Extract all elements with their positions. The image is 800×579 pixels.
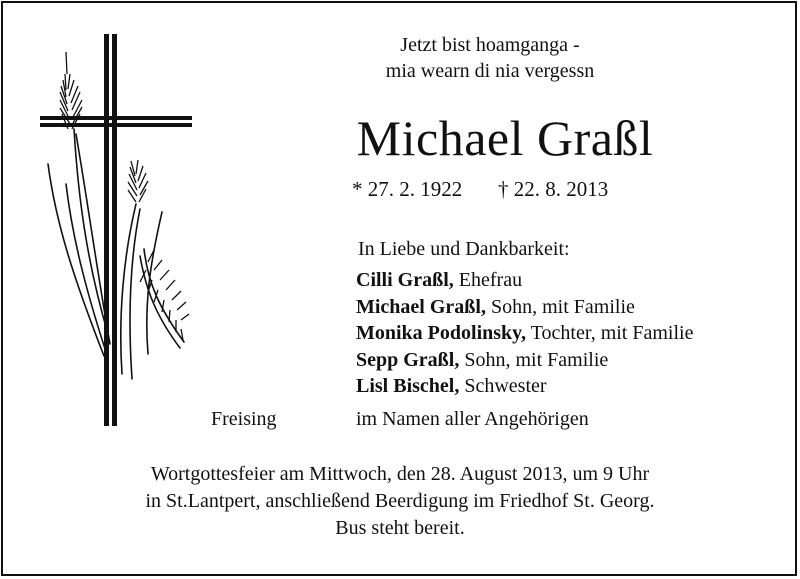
verse-line-2: mia wearn di nia vergessn: [385, 60, 595, 82]
service-line-1: Wortgottesfeier am Mittwoch, den 28. August 2013, um 9 Uhr: [150, 463, 650, 485]
mourner-name: Sepp Graßl,: [356, 348, 460, 371]
mourners-intro: In Liebe und Dankbarkeit:: [358, 238, 570, 260]
death-date: † 22. 8. 2013: [498, 177, 609, 201]
deceased-name: Michael Graßl: [356, 110, 654, 166]
mourner-entry: [356, 267, 693, 294]
cross-with-wheat-icon: [36, 34, 206, 430]
closing-line: im Namen aller Angehörigen: [356, 408, 589, 430]
mourner-relation: Schwester: [464, 375, 547, 397]
service-line-3: Bus steht bereit.: [335, 517, 465, 539]
mourners-list: [356, 267, 693, 400]
mourner-name: Monika Podolinsky,: [356, 322, 527, 344]
place-name: Freising: [211, 408, 277, 430]
mourner-relation: Sohn, mit Familie: [490, 295, 635, 318]
mourner-relation: Ehefrau: [458, 269, 523, 291]
mourner-entry: [356, 294, 693, 321]
mourner-name: Michael Graßl,: [356, 295, 486, 318]
mourner-entry: [356, 347, 693, 374]
service-line-2: in St.Lantpert, anschließend Beerdigung im Friedhof St. Georg.: [145, 490, 655, 512]
mourner-entry: [356, 373, 693, 400]
mourner-relation: Tochter, mit Familie: [530, 322, 694, 344]
mourner-relation: Sohn, mit Familie: [464, 348, 609, 371]
birth-date: * 27. 2. 1922: [352, 177, 463, 201]
mourner-entry: [356, 320, 693, 347]
verse-line-1: Jetzt bist hoamganga -: [400, 34, 580, 56]
mourner-name: Lisl Bischel,: [356, 375, 460, 397]
mourner-name: Cilli Graßl,: [356, 269, 454, 291]
